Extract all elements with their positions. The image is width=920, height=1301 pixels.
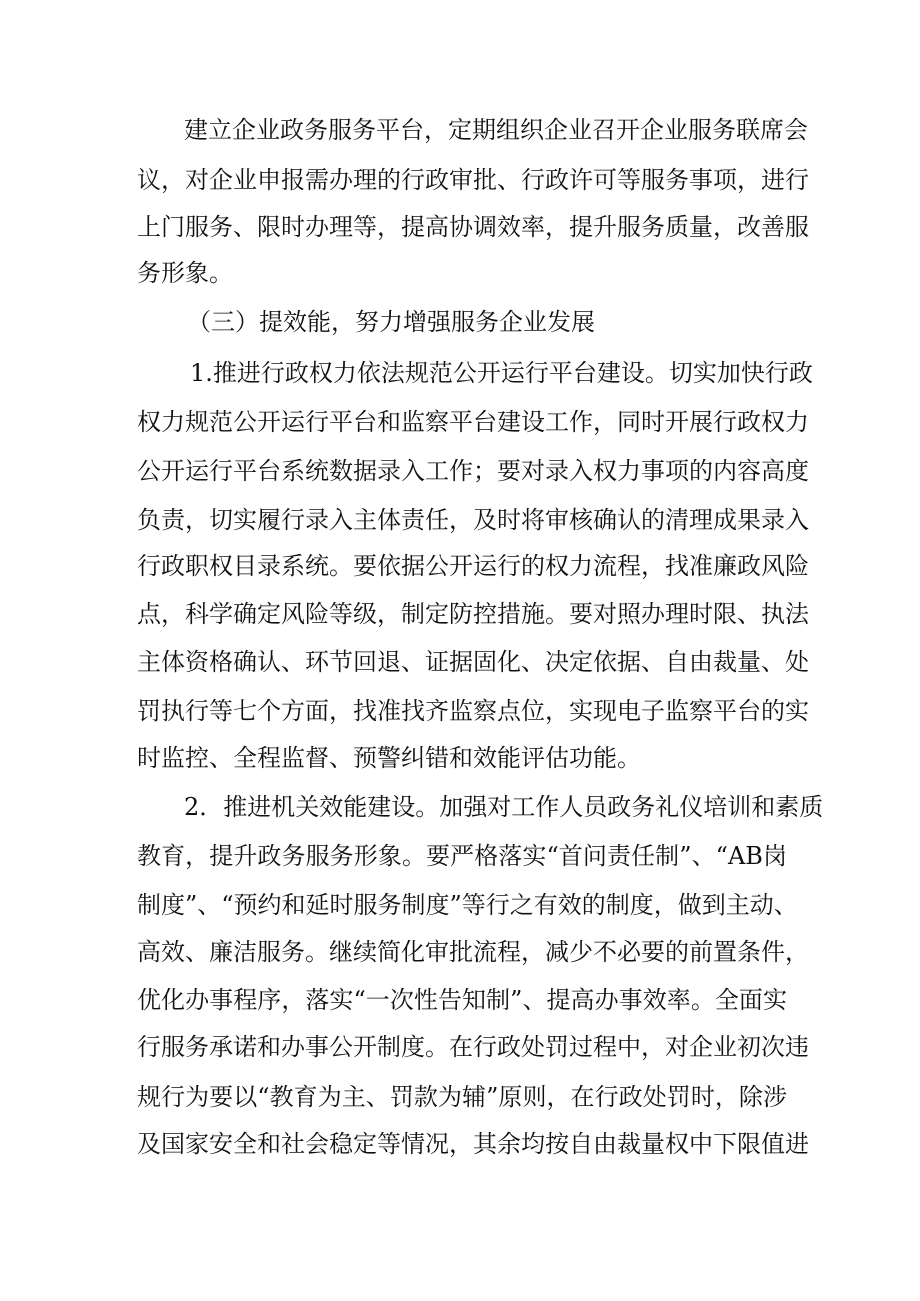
text-line: 时监控、全程监督、预警纠错和效能评估功能。 bbox=[137, 744, 641, 772]
text-line: 制度”、“预约和延时服务制度”等行之有效的制度，做到主动、 bbox=[137, 891, 798, 919]
text-line: 建立企业政务服务平台，定期组织企业召开企业服务联席会 bbox=[184, 116, 808, 144]
text-line: 点，科学确定风险等级，制定防控措施。要对照办理时限、执法 bbox=[137, 600, 809, 628]
text-line: 务形象。 bbox=[137, 259, 233, 287]
text-line: 议，对企业申报需办理的行政审批、行政许可等服务事项，进行 bbox=[137, 166, 809, 194]
text-line: 上门服务、限时办理等，提高协调效率，提升服务质量，改善服 bbox=[137, 213, 809, 241]
text-line: 及国家安全和社会稳定等情况，其余均按自由裁量权中下限值进 bbox=[137, 1130, 809, 1158]
text-line: 规行为要以“教育为主、罚款为辅”原则，在行政处罚时，除涉 bbox=[137, 1083, 787, 1111]
text-line: 公开运行平台系统数据录入工作；要对录入权力事项的内容高度 bbox=[137, 457, 809, 485]
text-line: 优化办事程序，落实“一次性告知制”、提高办事效率。全面实 bbox=[137, 986, 787, 1014]
text-line: 罚执行等七个方面，找准找齐监察点位，实现电子监察平台的实 bbox=[137, 697, 809, 725]
text-line: 负责，切实履行录入主体责任，及时将审核确认的清理成果录入 bbox=[137, 506, 809, 534]
text-line: 1.推进行政权力依法规范公开运行平台建设。切实加快行政 bbox=[190, 359, 813, 387]
text-line: 行政职权目录系统。要依据公开运行的权力流程，找准廉政风险 bbox=[137, 552, 809, 580]
text-line: 教育，提升政务服务形象。要严格落实“首问责任制”、“AB岗 bbox=[137, 842, 787, 870]
text-line: 2．推进机关效能建设。加强对工作人员政务礼仪培训和素质 bbox=[184, 793, 824, 821]
text-line: 权力规范公开运行平台和监察平台建设工作，同时开展行政权力 bbox=[137, 408, 809, 436]
text-line: 主体资格确认、环节回退、证据固化、决定依据、自由裁量、处 bbox=[137, 648, 809, 676]
section-heading: （三）提效能，努力增强服务企业发展 bbox=[187, 308, 595, 336]
text-line: 高效、廉洁服务。继续简化审批流程，减少不必要的前置条件， bbox=[137, 938, 809, 966]
text-line: 行服务承诺和办事公开制度。在行政处罚过程中，对企业初次违 bbox=[137, 1033, 809, 1061]
